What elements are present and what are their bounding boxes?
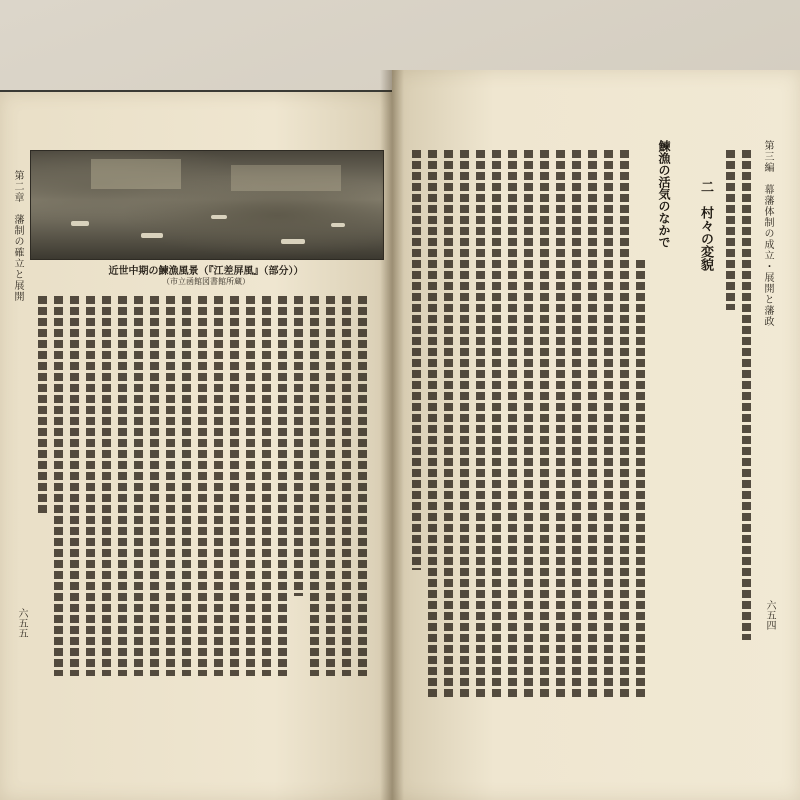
subheading: 鰊漁の活気のなかで: [657, 140, 671, 248]
section-heading: 二 村々の変貌: [698, 180, 713, 271]
figure-caption: 近世中期の鰊漁風景（『江差屏風』（部分））: [108, 266, 304, 277]
figure-credit: （市立函館図書館所蔵）: [162, 277, 250, 286]
left-running-head: 第二章 藩制の確立と展開: [12, 170, 23, 302]
edo-fishing-painting: [30, 150, 384, 260]
right-running-head: 第三編 幕藩体制の成立・展開と藩政: [762, 140, 773, 327]
right-page-number: 六五四: [764, 600, 775, 630]
left-page-number: 六五五: [16, 608, 27, 638]
book-gutter: [380, 70, 404, 800]
